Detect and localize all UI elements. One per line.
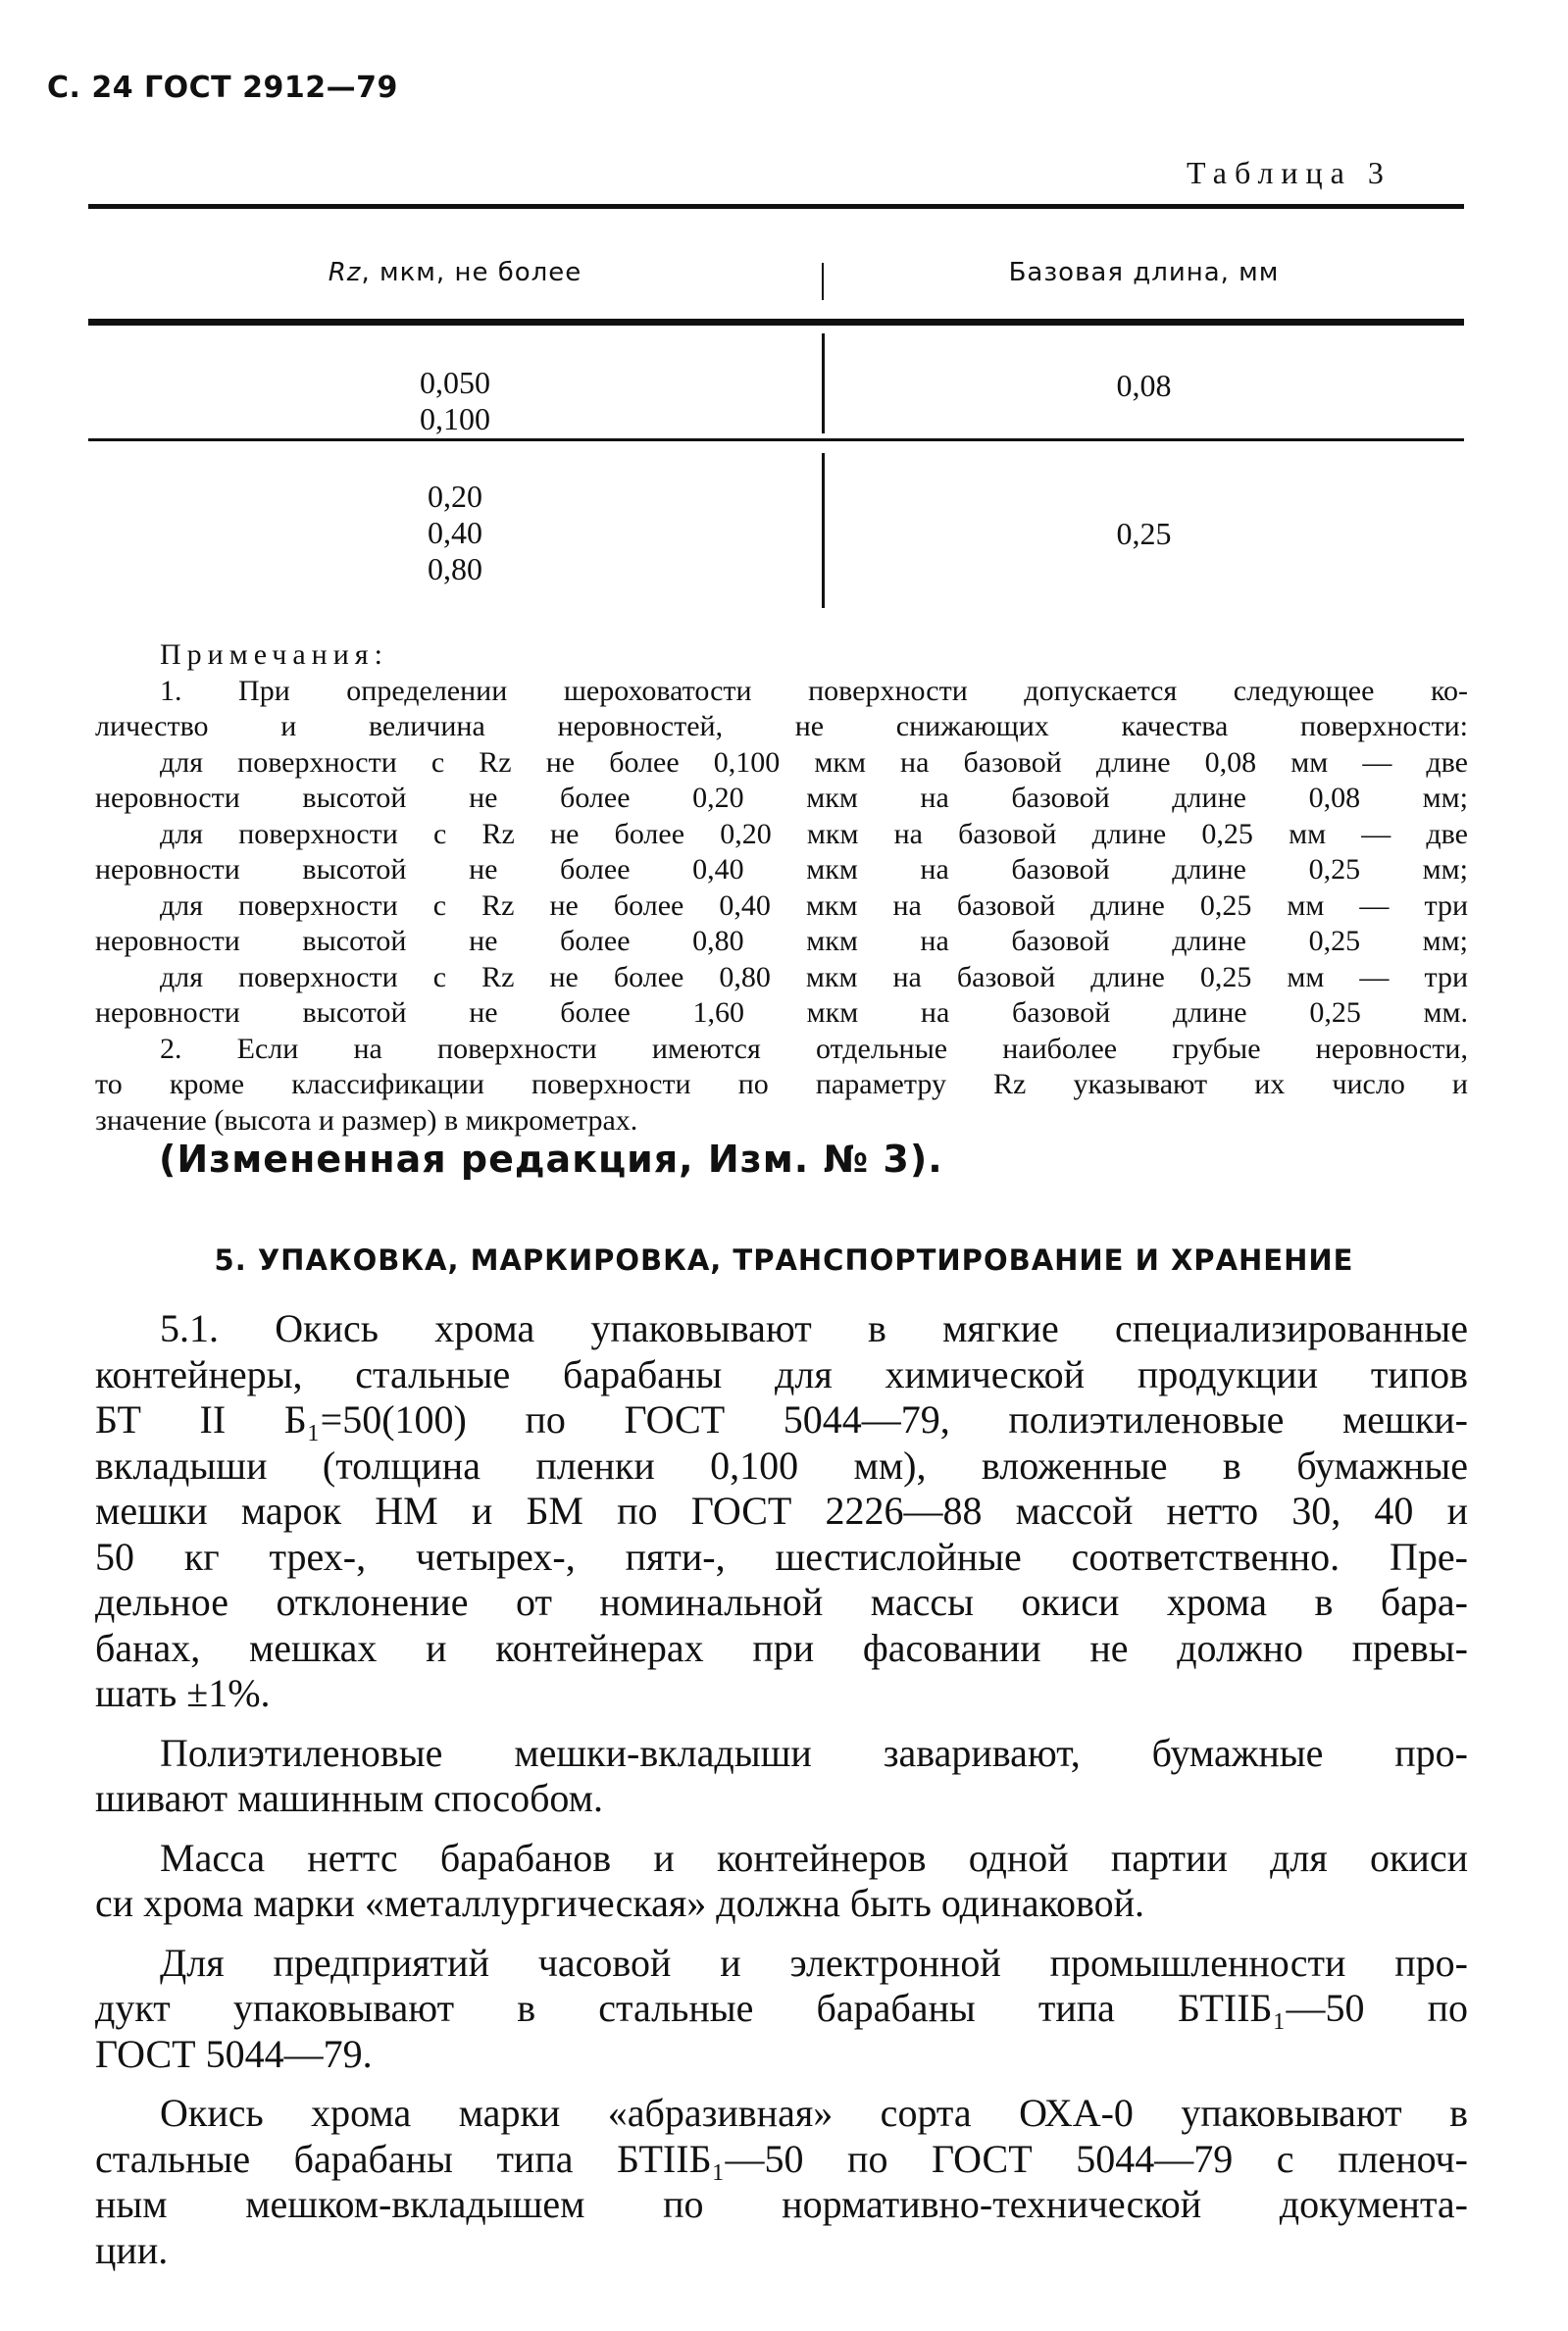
note-line: 1. При определении шероховатости поверхности допускается следующее ко- [160,674,1468,707]
body-line: си хрома марки «металлургическая» должна быть одинаковой. [95,1881,1145,1925]
rz-values-row-1: 0,050 0,100 [420,365,490,436]
table-caption: Таблица 3 [1187,155,1391,190]
body-line: контейнеры, стальные барабаны для химической продукции типов [95,1351,1468,1396]
body-line: шивают машинным способом. [95,1776,603,1820]
note-line: личество и величина неровностей, не снижающих качества поверхности: [95,710,1468,742]
body-line: Масса неттс барабанов и контейнеров одной партии для окиси [160,1835,1468,1880]
body-line: ным мешком-вкладышем по нормативно-технической документа- [95,2182,1468,2226]
body-line: дукт упаковывают в стальные барабаны типа БТIIБ₁—50 по [95,1986,1468,2030]
base-length-row-1: 0,08 [1116,368,1172,403]
rz-symbol: Rz [328,258,362,287]
body-line: 5.1. Окись хрома упаковывают в мягкие специализированные [160,1306,1468,1350]
note-line: для поверхности с Rz не более 0,40 мкм на базовой длине 0,25 мм — три [160,888,1468,922]
rz-values-row-2: 0,20 0,40 0,80 [428,479,482,586]
body-line: мешки марок НМ и БМ по ГОСТ 2226—88 массой нетто 30, 40 и [95,1489,1468,1533]
body-line: дельное отклонение от номинальной массы окиси хрома в бара- [95,1580,1468,1624]
note-line: для поверхности с Rz не более 0,100 мкм на базовой длине 0,08 мм — две [160,745,1468,779]
note-line: для поверхности с Rz не более 0,20 мкм на базовой длине 0,25 мм — две [160,817,1468,850]
column-header-rz-rest: , мкм, не более [361,258,582,287]
section-body [95,1306,1468,2273]
note-line: то кроме классификации поверхности по параметру Rz указывают их число и [95,1068,1468,1100]
row-separator-rule [88,438,1464,441]
column-header-base-length: Базовая длина, мм [1008,258,1280,287]
body-line: стальные барабаны типа БТIIБ₁—50 по ГОСТ 5044—79 с пленоч- [95,2136,1468,2181]
body-line: шать ±1%. [95,1671,271,1715]
body-line: Для предприятий часовой и электронной промышленности про- [160,1940,1468,1985]
note-line: неровности высотой не более 1,60 мкм на базовой длине 0,25 мм. [95,996,1468,1029]
note-line: для поверхности с Rz не более 0,80 мкм на базовой длине 0,25 мм — три [160,960,1468,993]
body-line: банах, мешках и контейнерах при фасовании не должно превы- [95,1625,1468,1670]
notes-title: Примечания: [160,638,388,671]
body-line: вкладыши (толщина пленки 0,100 мм), вложенные в бумажные [95,1443,1468,1488]
table-top-rule [88,204,1464,209]
body-line: БТ II Б₁=50(100) по ГОСТ 5044—79, полиэтиленовые мешки- [95,1397,1468,1442]
column-header-rz [88,258,822,287]
table-header-rule [88,319,1464,326]
note-line: неровности высотой не более 0,80 мкм на базовой длине 0,25 мм; [95,925,1468,957]
note-line: значение (высота и размер) в микрометрах. [95,1103,638,1137]
body-line: ции. [95,2227,169,2272]
body-line: Полиэтиленовые мешки-вкладыши заваривают, бумажные про- [160,1730,1468,1775]
base-length-row-2: 0,25 [1116,516,1172,551]
amendment-note: (Измененная редакция, Изм. № 3). [159,1138,943,1181]
note-line: 2. Если на поверхности имеются отдельные наиболее грубые неровности, [160,1032,1468,1065]
body-line: ГОСТ 5044—79. [95,2031,373,2076]
section-title: 5. УПАКОВКА, МАРКИРОВКА, ТРАНСПОРТИРОВАНИЕ И ХРАНЕНИЕ [214,1243,1354,1277]
page-header: С. 24 ГОСТ 2912—79 [47,71,398,105]
note-line: неровности высотой не более 0,20 мкм на базовой длине 0,08 мм; [95,782,1468,814]
note-line: неровности высотой не более 0,40 мкм на базовой длине 0,25 мм; [95,853,1468,886]
body-line: Окись хрома марки «абразивная» сорта ОХА-0 упаковывают в [160,2091,1468,2135]
table-notes [95,637,1468,1139]
body-line: 50 кг трех-, четырех-, пяти-, шестислойные соответственно. Пре- [95,1534,1468,1579]
